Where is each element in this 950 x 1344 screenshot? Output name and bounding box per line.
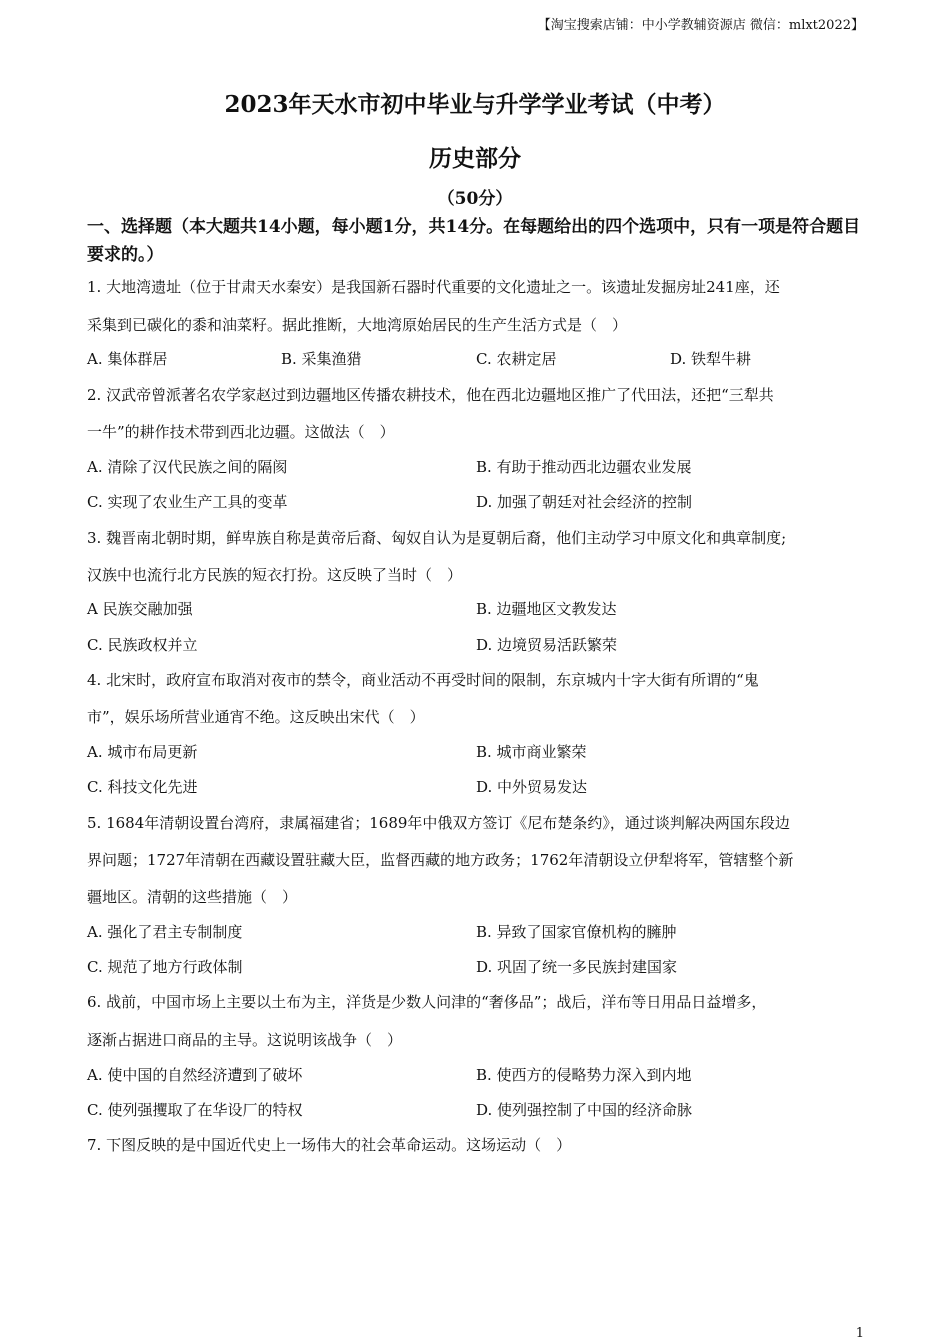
question-6-option-d: D. 使列强控制了中国的经济命脉 xyxy=(476,1101,693,1119)
question-6-option-c: C. 使列强攫取了在华设厂的特权 xyxy=(87,1101,303,1119)
subject-title: 历史部分 xyxy=(429,145,521,172)
question-4-option-d: D. 中外贸易发达 xyxy=(476,778,588,796)
total-score: （50分） xyxy=(437,189,513,209)
question-3-option-c: C. 民族政权并立 xyxy=(87,636,198,654)
question-5-line-2: 界问题；1727年清朝在西藏设置驻藏大臣，监督西藏的地方政务；1762年清朝设立伊犁将军，管辖整个新 xyxy=(87,851,794,869)
question-1-line-1: 1. 大地湾遗址（位于甘肃天水秦安）是我国新石器时代重要的文化遗址之一。该遗址发掘房址241座，还 xyxy=(87,278,780,296)
exam-title: 2023年天水市初中毕业与升学学业考试（中考） xyxy=(224,91,726,118)
question-3-line-1: 3. 魏晋南北朝时期，鲜卑族自称是黄帝后裔、匈奴自认为是夏朝后裔，他们主动学习中原文化和典章制度; xyxy=(87,529,787,547)
question-2-option-d: D. 加强了朝廷对社会经济的控制 xyxy=(476,493,693,511)
page-number: 1 xyxy=(855,1326,864,1341)
question-2-option-a: A. 清除了汉代民族之间的隔阂 xyxy=(87,458,288,476)
question-2-option-c: C. 实现了农业生产工具的变革 xyxy=(87,493,288,511)
question-1-option-b: B. 采集渔猎 xyxy=(281,350,362,368)
question-5-option-d: D. 巩固了统一多民族封建国家 xyxy=(476,958,678,976)
question-1-line-2: 采集到已碳化的黍和油菜籽。据此推断，大地湾原始居民的生产生活方式是（ ） xyxy=(87,316,628,334)
question-6-line-1: 6. 战前，中国市场上主要以土布为主，洋货是少数人问津的“奢侈品”；战后，洋布等日用品日益增多， xyxy=(87,993,767,1011)
question-3-option-d: D. 边境贸易活跃繁荣 xyxy=(476,636,618,654)
question-1-option-d: D. 铁犁牛耕 xyxy=(670,350,752,368)
question-7-line-1: 7. 下图反映的是中国近代史上一场伟大的社会革命运动。这场运动（ ） xyxy=(87,1136,572,1154)
question-4-option-c: C. 科技文化先进 xyxy=(87,778,198,796)
question-5-line-1: 5. 1684年清朝设置台湾府，隶属福建省；1689年中俄双方签订《尼布楚条约》，通过谈判解决两国东段边 xyxy=(87,814,790,832)
section-heading: 一、选择题（本大题共14小题，每小题1分，共14分。在每题给出的四个选项中，只有一项是符合题目要求的。） xyxy=(87,217,861,265)
question-3-option-b: B. 边疆地区文教发达 xyxy=(476,600,617,618)
question-6-line-2: 逐渐占据进口商品的主导。这说明该战争（ ） xyxy=(87,1031,403,1049)
question-6-option-b: B. 使西方的侵略势力深入到内地 xyxy=(476,1066,692,1084)
question-1-option-c: C. 农耕定居 xyxy=(476,350,557,368)
question-1-option-a: A. 集体群居 xyxy=(87,350,168,368)
question-3-line-2: 汉族中也流行北方民族的短衣打扮。这反映了当时（ ） xyxy=(87,566,463,584)
question-4-option-b: B. 城市商业繁荣 xyxy=(476,743,587,761)
question-5-option-b: B. 异致了国家官僚机构的臃肿 xyxy=(476,923,677,941)
question-4-option-a: A. 城市布局更新 xyxy=(87,743,198,761)
question-2-line-2: 一牛”的耕作技术带到西北边疆。这做法（ ） xyxy=(87,423,395,441)
question-2-option-b: B. 有助于推动西北边疆农业发展 xyxy=(476,458,692,476)
question-5-option-a: A. 强化了君主专制制度 xyxy=(87,923,243,941)
question-5-line-3: 疆地区。清朝的这些措施（ ） xyxy=(87,888,298,906)
header-note: 【淘宝搜索店铺：中小学教辅资源店 微信：mlxt2022】 xyxy=(537,18,864,33)
question-4-line-1: 4. 北宋时，政府宣布取消对夜市的禁令，商业活动不再受时间的限制，东京城内十字大街有所谓的“鬼 xyxy=(87,671,759,689)
question-5-option-c: C. 规范了地方行政体制 xyxy=(87,958,243,976)
question-3-option-a: A 民族交融加强 xyxy=(87,600,193,618)
question-2-line-1: 2. 汉武帝曾派著名农学家赵过到边疆地区传播农耕技术，他在西北边疆地区推广了代田法，还把“三犁共 xyxy=(87,386,774,404)
question-4-line-2: 市”，娱乐场所营业通宵不绝。这反映出宋代（ ） xyxy=(87,708,425,726)
question-6-option-a: A. 使中国的自然经济遭到了破坏 xyxy=(87,1066,303,1084)
